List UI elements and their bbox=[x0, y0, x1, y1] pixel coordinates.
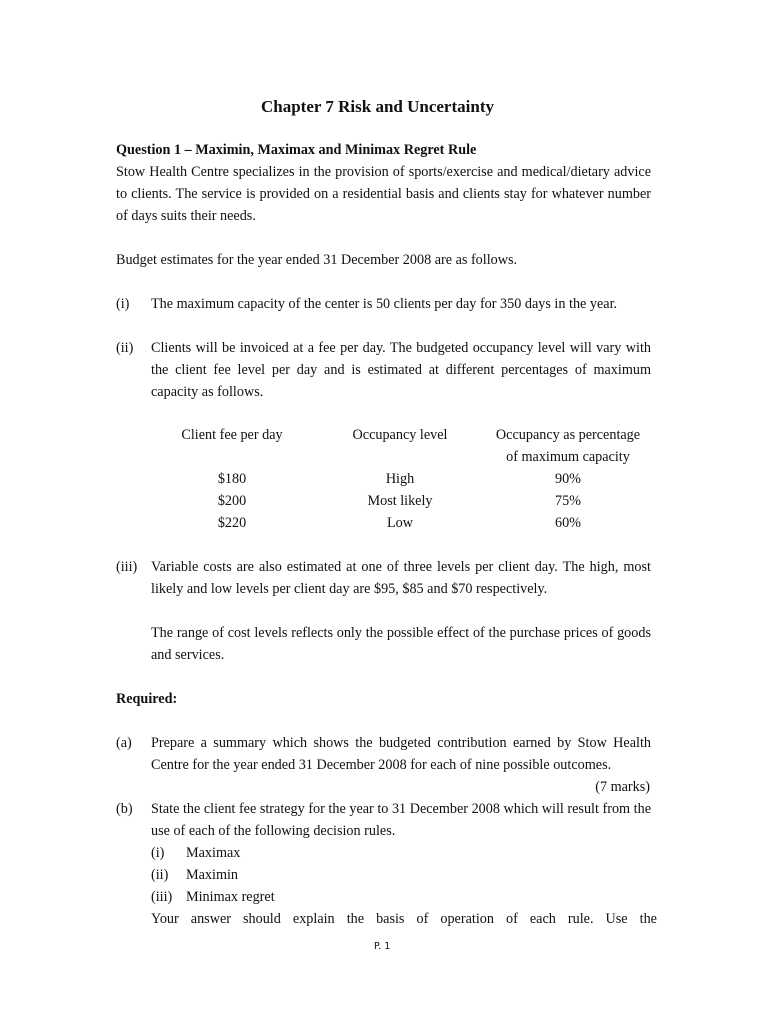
question-heading: Question 1 – Maximin, Maximax and Minimax Regret Rule bbox=[116, 142, 477, 158]
rule-marker: (iii) bbox=[151, 889, 173, 905]
table-header-fee: Client fee per day bbox=[181, 427, 283, 443]
rule-text-maximin: Maximin bbox=[186, 867, 239, 883]
item-text-ii: Clients will be invoiced at a fee per day. The budgeted occupancy level will vary with the client fee level per day and is estimated at different percentages of maximum capacity as follows. bbox=[151, 340, 651, 400]
item-text-i: The maximum capacity of the center is 50 clients per day for 350 days in the year. bbox=[151, 296, 618, 312]
table-cell: $220 bbox=[217, 515, 247, 531]
part-text-a: Prepare a summary which shows the budgeted contribution earned by Stow Health Centre for the year ended 31 December 2008 for each of nine possible outcomes. bbox=[151, 735, 651, 773]
table-cell: 75% bbox=[554, 493, 581, 509]
table-cell: Low bbox=[386, 515, 413, 531]
item-marker-i: (i) bbox=[116, 296, 130, 312]
rule-text-maximax: Maximax bbox=[186, 845, 241, 861]
table-cell: $180 bbox=[217, 471, 247, 487]
rule-marker: (i) bbox=[151, 845, 165, 861]
rule-text-minimax-regret: Minimax regret bbox=[186, 889, 275, 905]
table-cell: 90% bbox=[554, 471, 581, 487]
part-text-b: State the client fee strategy for the year to 31 December 2008 which will result from the use of each of the following decision rules. bbox=[151, 801, 651, 839]
item-text-iii: Variable costs are also estimated at one of three levels per client day. The high, most likely and low levels per client day are $95, $85 and $70 respectively. bbox=[151, 559, 651, 597]
budget-line: Budget estimates for the year ended 31 December 2008 are as follows. bbox=[116, 252, 518, 268]
page-number: P. 1 bbox=[374, 941, 391, 952]
required-heading: Required: bbox=[116, 691, 178, 707]
table-cell: 60% bbox=[554, 515, 581, 531]
table-header-level: Occupancy level bbox=[352, 427, 448, 443]
item-text-iii-continued: The range of cost levels reflects only the possible effect of the purchase prices of goods and services. bbox=[151, 625, 651, 663]
item-marker-ii: (ii) bbox=[116, 340, 134, 356]
table-cell: Most likely bbox=[367, 493, 433, 509]
item-marker-iii: (iii) bbox=[116, 559, 138, 575]
part-marker-a: (a) bbox=[116, 735, 132, 751]
part-b-closing: Your answer should explain the basis of operation of each rule. Use the bbox=[151, 911, 657, 927]
table-header-percentage-line2: of maximum capacity bbox=[506, 449, 630, 465]
part-marker-b: (b) bbox=[116, 801, 133, 817]
rule-marker: (ii) bbox=[151, 867, 169, 883]
page-title: Chapter 7 Risk and Uncertainty bbox=[261, 97, 494, 116]
table-header-percentage: Occupancy as percentage bbox=[495, 427, 641, 443]
table-cell: $200 bbox=[217, 493, 247, 509]
table-cell: High bbox=[385, 471, 415, 487]
part-a-marks: (7 marks) bbox=[595, 779, 650, 795]
intro-paragraph: Stow Health Centre specializes in the provision of sports/exercise and medical/dietary advice to clients. The service is provided on a residential basis and clients stay for whatever number of days suits their needs. bbox=[116, 164, 651, 224]
